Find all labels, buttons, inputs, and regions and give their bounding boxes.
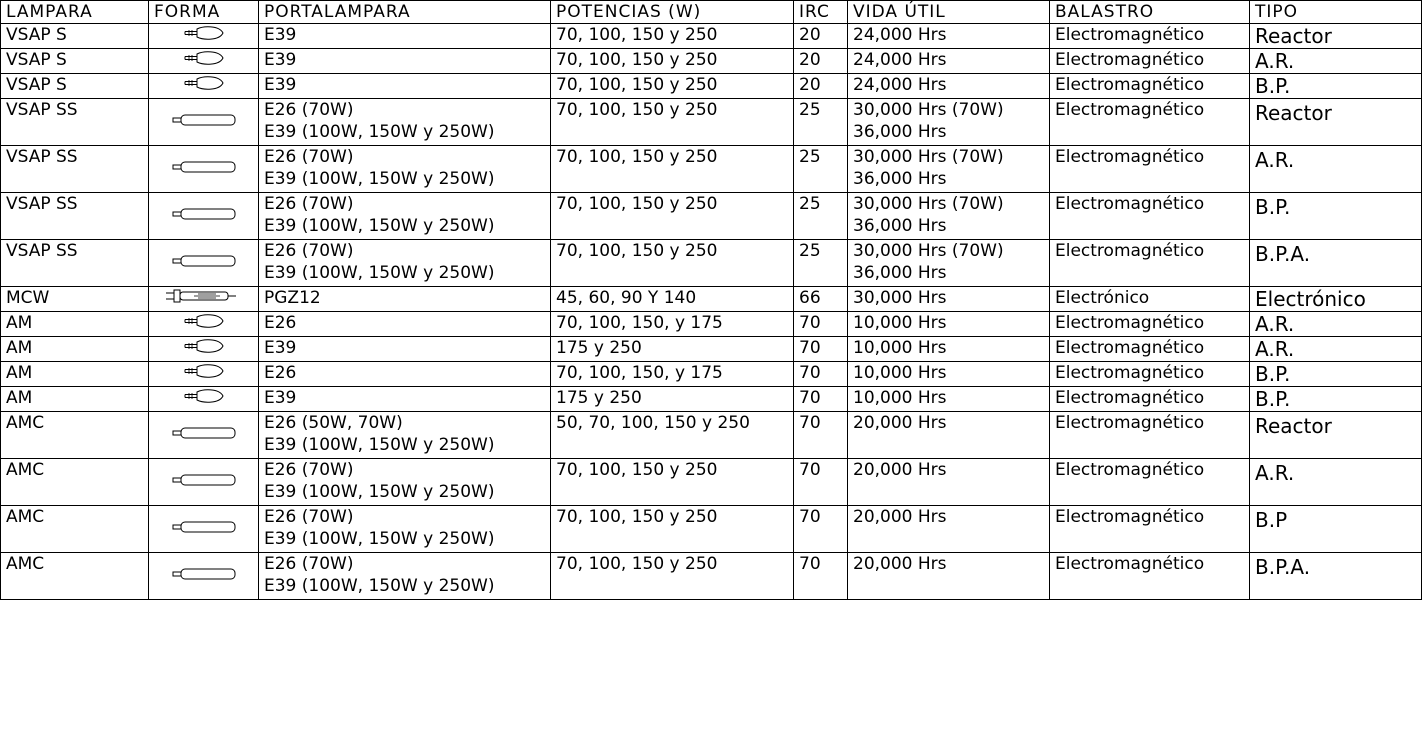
- cell-potencias-text: 70, 100, 150 y 250: [556, 147, 718, 167]
- tubular-lamp-icon: [149, 518, 258, 540]
- cell-irc-text: 25: [799, 241, 821, 261]
- cell-balastro: [1050, 193, 1250, 240]
- ovoid-lamp-icon: [149, 75, 258, 97]
- cell-tipo: [1250, 49, 1422, 74]
- cell-potencias: [551, 506, 794, 553]
- cell-lampara-text: VSAP SS: [6, 194, 78, 214]
- cell-potencias-text: 175 y 250: [556, 338, 642, 358]
- cell-vida-util-line: 30,000 Hrs: [853, 288, 947, 308]
- cell-vida-util: [848, 553, 1050, 600]
- table-row: [1, 146, 1422, 193]
- header-potencias: POTENCIAS (W): [551, 1, 794, 24]
- cell-forma: [149, 412, 259, 459]
- cell-irc-text: 70: [799, 338, 821, 358]
- cell-lampara: [1, 146, 149, 193]
- cell-portalampara: [259, 49, 551, 74]
- cell-tipo: [1250, 553, 1422, 600]
- cell-potencias-text: 50, 70, 100, 150 y 250: [556, 413, 750, 433]
- cell-lampara-text: VSAP SS: [6, 100, 78, 120]
- pin-base-lamp-icon: [149, 287, 258, 311]
- cell-portalampara-line: E26 (70W): [264, 241, 354, 261]
- cell-irc: [794, 74, 848, 99]
- cell-forma: [149, 146, 259, 193]
- cell-portalampara: [259, 362, 551, 387]
- cell-portalampara-line: E39: [264, 50, 297, 70]
- cell-tipo-text: Reactor: [1255, 24, 1332, 48]
- cell-vida-util-line: 10,000 Hrs: [853, 338, 947, 358]
- cell-vida-util: [848, 193, 1050, 240]
- cell-potencias-text: 70, 100, 150 y 250: [556, 241, 718, 261]
- cell-portalampara-line: E26 (70W): [264, 147, 354, 167]
- cell-forma: [149, 553, 259, 600]
- cell-vida-util-line: 36,000 Hrs: [853, 169, 947, 189]
- cell-balastro: [1050, 337, 1250, 362]
- cell-portalampara: [259, 74, 551, 99]
- cell-irc-text: 25: [799, 194, 821, 214]
- cell-vida-util-line: 30,000 Hrs (70W): [853, 194, 1004, 214]
- cell-balastro: [1050, 24, 1250, 49]
- cell-lampara: [1, 99, 149, 146]
- cell-tipo: [1250, 99, 1422, 146]
- cell-irc: [794, 337, 848, 362]
- cell-vida-util-line: 36,000 Hrs: [853, 263, 947, 283]
- cell-vida-util: [848, 24, 1050, 49]
- cell-potencias-text: 70, 100, 150, y 175: [556, 363, 723, 383]
- cell-irc: [794, 99, 848, 146]
- cell-potencias-text: 70, 100, 150 y 250: [556, 100, 718, 120]
- ovoid-lamp-icon: [149, 50, 258, 72]
- cell-tipo: [1250, 362, 1422, 387]
- cell-potencias: [551, 337, 794, 362]
- cell-balastro-text: Electromagnético: [1055, 338, 1205, 358]
- cell-portalampara: [259, 506, 551, 553]
- cell-portalampara: [259, 387, 551, 412]
- table-row: [1, 506, 1422, 553]
- cell-potencias-text: 70, 100, 150 y 250: [556, 194, 718, 214]
- cell-lampara-text: VSAP S: [6, 75, 67, 95]
- cell-balastro-text: Electromagnético: [1055, 554, 1205, 574]
- cell-tipo-text: B.P.A.: [1255, 242, 1311, 266]
- cell-lampara: [1, 312, 149, 337]
- cell-forma: [149, 506, 259, 553]
- cell-vida-util-line: 30,000 Hrs (70W): [853, 241, 1004, 261]
- cell-balastro: [1050, 99, 1250, 146]
- cell-portalampara-line: E26 (70W): [264, 554, 354, 574]
- cell-tipo-text: B.P.: [1255, 362, 1291, 386]
- cell-tipo-text: A.R.: [1255, 312, 1295, 336]
- cell-portalampara-line: E39 (100W, 150W y 250W): [264, 263, 495, 283]
- cell-potencias: [551, 312, 794, 337]
- table-row: [1, 362, 1422, 387]
- cell-tipo-text: B.P: [1255, 508, 1288, 532]
- cell-lampara: [1, 49, 149, 74]
- cell-balastro: [1050, 459, 1250, 506]
- cell-irc: [794, 240, 848, 287]
- header-row: [1, 1, 1422, 24]
- cell-vida-util: [848, 387, 1050, 412]
- cell-vida-util: [848, 49, 1050, 74]
- cell-portalampara-line: E26 (70W): [264, 100, 354, 120]
- cell-balastro: [1050, 287, 1250, 312]
- cell-lampara-text: AMC: [6, 413, 45, 433]
- cell-vida-util: [848, 412, 1050, 459]
- cell-portalampara-line: E39: [264, 338, 297, 358]
- header-portalampara: PORTALAMPARA: [259, 1, 551, 24]
- cell-balastro-text: Electrónico: [1055, 288, 1150, 308]
- cell-portalampara-line: E26 (70W): [264, 194, 354, 214]
- cell-portalampara-line: E39: [264, 388, 297, 408]
- cell-potencias: [551, 459, 794, 506]
- header-forma: FORMA: [149, 1, 259, 24]
- cell-balastro: [1050, 49, 1250, 74]
- cell-vida-util: [848, 146, 1050, 193]
- cell-potencias: [551, 193, 794, 240]
- cell-vida-util-line: 10,000 Hrs: [853, 313, 947, 333]
- cell-portalampara-line: E39 (100W, 150W y 250W): [264, 482, 495, 502]
- cell-irc-text: 20: [799, 25, 821, 45]
- cell-potencias: [551, 287, 794, 312]
- cell-potencias-text: 45, 60, 90 Y 140: [556, 288, 697, 308]
- cell-irc: [794, 287, 848, 312]
- cell-tipo-text: A.R.: [1255, 461, 1295, 485]
- cell-tipo-text: Reactor: [1255, 414, 1332, 438]
- cell-irc: [794, 459, 848, 506]
- cell-lampara: [1, 24, 149, 49]
- ovoid-lamp-icon: [149, 363, 258, 385]
- cell-tipo: [1250, 412, 1422, 459]
- cell-vida-util-line: 24,000 Hrs: [853, 25, 947, 45]
- table-row: [1, 312, 1422, 337]
- cell-portalampara: [259, 312, 551, 337]
- cell-portalampara-line: E39 (100W, 150W y 250W): [264, 529, 495, 549]
- cell-balastro: [1050, 362, 1250, 387]
- cell-irc: [794, 506, 848, 553]
- cell-irc: [794, 312, 848, 337]
- cell-irc-text: 70: [799, 313, 821, 333]
- cell-potencias: [551, 387, 794, 412]
- cell-tipo: [1250, 193, 1422, 240]
- table-row: [1, 387, 1422, 412]
- cell-portalampara-line: E39 (100W, 150W y 250W): [264, 435, 495, 455]
- cell-irc-text: 70: [799, 413, 821, 433]
- tubular-lamp-icon: [149, 565, 258, 587]
- cell-tipo-text: B.P.: [1255, 387, 1291, 411]
- cell-forma: [149, 240, 259, 287]
- tubular-lamp-icon: [149, 471, 258, 493]
- cell-portalampara: [259, 337, 551, 362]
- cell-potencias: [551, 146, 794, 193]
- cell-portalampara-line: E26: [264, 313, 297, 333]
- header-lampara: LAMPARA: [1, 1, 149, 24]
- cell-irc: [794, 412, 848, 459]
- cell-forma: [149, 337, 259, 362]
- cell-balastro-text: Electromagnético: [1055, 507, 1205, 527]
- table-row: [1, 337, 1422, 362]
- cell-irc: [794, 146, 848, 193]
- table-row: [1, 287, 1422, 312]
- cell-irc-text: 70: [799, 460, 821, 480]
- cell-lampara-text: AMC: [6, 554, 45, 574]
- cell-vida-util-line: 20,000 Hrs: [853, 413, 947, 433]
- cell-irc-text: 70: [799, 363, 821, 383]
- header-balastro: BALASTRO: [1050, 1, 1250, 24]
- cell-tipo: [1250, 506, 1422, 553]
- cell-portalampara-line: PGZ12: [264, 288, 321, 308]
- cell-portalampara-line: E26 (50W, 70W): [264, 413, 403, 433]
- cell-lampara: [1, 412, 149, 459]
- cell-balastro: [1050, 240, 1250, 287]
- cell-lampara: [1, 362, 149, 387]
- cell-portalampara: [259, 553, 551, 600]
- cell-portalampara-line: E26 (70W): [264, 460, 354, 480]
- cell-potencias: [551, 74, 794, 99]
- header-irc: IRC: [794, 1, 848, 24]
- cell-balastro: [1050, 387, 1250, 412]
- cell-tipo-text: A.R.: [1255, 337, 1295, 361]
- cell-vida-util-line: 24,000 Hrs: [853, 50, 947, 70]
- cell-potencias-text: 70, 100, 150, y 175: [556, 313, 723, 333]
- cell-balastro-text: Electromagnético: [1055, 313, 1205, 333]
- cell-irc-text: 20: [799, 75, 821, 95]
- cell-forma: [149, 387, 259, 412]
- table-row: [1, 240, 1422, 287]
- cell-irc-text: 25: [799, 147, 821, 167]
- cell-portalampara: [259, 240, 551, 287]
- table-row: [1, 49, 1422, 74]
- cell-balastro: [1050, 146, 1250, 193]
- cell-forma: [149, 287, 259, 312]
- cell-irc-text: 70: [799, 507, 821, 527]
- cell-tipo-text: Reactor: [1255, 101, 1332, 125]
- cell-potencias-text: 70, 100, 150 y 250: [556, 25, 718, 45]
- cell-tipo: [1250, 459, 1422, 506]
- cell-tipo: [1250, 312, 1422, 337]
- cell-forma: [149, 99, 259, 146]
- cell-tipo-text: Electrónico: [1255, 287, 1366, 311]
- cell-irc-text: 66: [799, 288, 821, 308]
- cell-lampara: [1, 553, 149, 600]
- cell-balastro-text: Electromagnético: [1055, 25, 1205, 45]
- cell-balastro: [1050, 553, 1250, 600]
- header-vida-util: VIDA ÚTIL: [848, 1, 1050, 24]
- cell-vida-util: [848, 99, 1050, 146]
- table-row: [1, 553, 1422, 600]
- cell-forma: [149, 193, 259, 240]
- cell-balastro-text: Electromagnético: [1055, 388, 1205, 408]
- cell-irc: [794, 553, 848, 600]
- cell-irc: [794, 49, 848, 74]
- tubular-lamp-icon: [149, 111, 258, 133]
- cell-irc-text: 70: [799, 388, 821, 408]
- cell-tipo-text: A.R.: [1255, 49, 1295, 73]
- tubular-lamp-icon: [149, 252, 258, 274]
- cell-potencias: [551, 240, 794, 287]
- cell-balastro-text: Electromagnético: [1055, 50, 1205, 70]
- cell-vida-util: [848, 459, 1050, 506]
- cell-vida-util: [848, 312, 1050, 337]
- cell-forma: [149, 459, 259, 506]
- cell-portalampara: [259, 412, 551, 459]
- cell-tipo: [1250, 146, 1422, 193]
- cell-balastro-text: Electromagnético: [1055, 100, 1205, 120]
- table-row: [1, 24, 1422, 49]
- cell-balastro-text: Electromagnético: [1055, 75, 1205, 95]
- cell-portalampara: [259, 99, 551, 146]
- table-row: [1, 412, 1422, 459]
- cell-potencias-text: 70, 100, 150 y 250: [556, 507, 718, 527]
- cell-irc: [794, 362, 848, 387]
- cell-vida-util: [848, 74, 1050, 99]
- cell-forma: [149, 362, 259, 387]
- cell-irc-text: 20: [799, 50, 821, 70]
- cell-potencias: [551, 362, 794, 387]
- cell-vida-util-line: 20,000 Hrs: [853, 460, 947, 480]
- cell-balastro-text: Electromagnético: [1055, 194, 1205, 214]
- cell-portalampara: [259, 287, 551, 312]
- cell-vida-util-line: 36,000 Hrs: [853, 122, 947, 142]
- cell-balastro-text: Electromagnético: [1055, 363, 1205, 383]
- cell-balastro-text: Electromagnético: [1055, 241, 1205, 261]
- ovoid-lamp-icon: [149, 388, 258, 410]
- cell-balastro-text: Electromagnético: [1055, 147, 1205, 167]
- ovoid-lamp-icon: [149, 313, 258, 335]
- cell-portalampara-line: E26: [264, 363, 297, 383]
- cell-irc-text: 25: [799, 100, 821, 120]
- cell-lampara: [1, 193, 149, 240]
- cell-tipo-text: B.P.: [1255, 74, 1291, 98]
- cell-balastro: [1050, 412, 1250, 459]
- cell-balastro: [1050, 506, 1250, 553]
- cell-tipo: [1250, 24, 1422, 49]
- table-row: [1, 74, 1422, 99]
- cell-portalampara-line: E39 (100W, 150W y 250W): [264, 122, 495, 142]
- cell-vida-util-line: 30,000 Hrs (70W): [853, 147, 1004, 167]
- cell-portalampara: [259, 146, 551, 193]
- ovoid-lamp-icon: [149, 25, 258, 47]
- table-row: [1, 99, 1422, 146]
- cell-lampara: [1, 506, 149, 553]
- cell-balastro-text: Electromagnético: [1055, 460, 1205, 480]
- cell-tipo-text: A.R.: [1255, 148, 1295, 172]
- cell-tipo: [1250, 240, 1422, 287]
- cell-lampara-text: VSAP SS: [6, 147, 78, 167]
- cell-potencias: [551, 49, 794, 74]
- cell-lampara: [1, 74, 149, 99]
- cell-vida-util-line: 24,000 Hrs: [853, 75, 947, 95]
- cell-tipo: [1250, 337, 1422, 362]
- ovoid-lamp-icon: [149, 338, 258, 360]
- cell-tipo-text: B.P.A.: [1255, 555, 1311, 579]
- cell-forma: [149, 49, 259, 74]
- cell-potencias: [551, 412, 794, 459]
- cell-vida-util: [848, 506, 1050, 553]
- table-row: [1, 459, 1422, 506]
- tubular-lamp-icon: [149, 424, 258, 446]
- header-tipo: TIPO: [1250, 1, 1422, 24]
- cell-lampara-text: AMC: [6, 507, 45, 527]
- cell-tipo: [1250, 387, 1422, 412]
- cell-vida-util-line: 36,000 Hrs: [853, 216, 947, 236]
- cell-portalampara-line: E39: [264, 75, 297, 95]
- cell-tipo-text: B.P.: [1255, 195, 1291, 219]
- cell-balastro-text: Electromagnético: [1055, 413, 1205, 433]
- tubular-lamp-icon: [149, 158, 258, 180]
- cell-portalampara-line: E39 (100W, 150W y 250W): [264, 216, 495, 236]
- cell-lampara-text: AM: [6, 338, 33, 358]
- cell-irc-text: 70: [799, 554, 821, 574]
- cell-lampara-text: AM: [6, 313, 33, 333]
- cell-forma: [149, 312, 259, 337]
- cell-irc: [794, 193, 848, 240]
- cell-lampara-text: VSAP S: [6, 25, 67, 45]
- cell-lampara: [1, 459, 149, 506]
- cell-lampara-text: MCW: [6, 288, 50, 308]
- cell-portalampara: [259, 459, 551, 506]
- cell-portalampara-line: E39 (100W, 150W y 250W): [264, 576, 495, 596]
- cell-lampara: [1, 287, 149, 312]
- cell-lampara: [1, 240, 149, 287]
- tubular-lamp-icon: [149, 205, 258, 227]
- cell-potencias: [551, 553, 794, 600]
- cell-lampara-text: AMC: [6, 460, 45, 480]
- cell-potencias-text: 70, 100, 150 y 250: [556, 554, 718, 574]
- cell-forma: [149, 74, 259, 99]
- cell-potencias-text: 175 y 250: [556, 388, 642, 408]
- cell-vida-util: [848, 362, 1050, 387]
- cell-vida-util-line: 20,000 Hrs: [853, 507, 947, 527]
- cell-vida-util-line: 10,000 Hrs: [853, 363, 947, 383]
- cell-vida-util: [848, 240, 1050, 287]
- cell-irc: [794, 24, 848, 49]
- cell-portalampara: [259, 24, 551, 49]
- cell-lampara-text: AM: [6, 388, 33, 408]
- cell-tipo: [1250, 74, 1422, 99]
- cell-balastro: [1050, 74, 1250, 99]
- cell-portalampara: [259, 193, 551, 240]
- table-row: [1, 193, 1422, 240]
- cell-potencias-text: 70, 100, 150 y 250: [556, 460, 718, 480]
- cell-lampara-text: VSAP S: [6, 50, 67, 70]
- cell-portalampara-line: E26 (70W): [264, 507, 354, 527]
- cell-lampara: [1, 337, 149, 362]
- cell-tipo: [1250, 287, 1422, 312]
- cell-lampara-text: VSAP SS: [6, 241, 78, 261]
- cell-vida-util: [848, 337, 1050, 362]
- cell-lampara: [1, 387, 149, 412]
- cell-vida-util-line: 30,000 Hrs (70W): [853, 100, 1004, 120]
- cell-potencias: [551, 24, 794, 49]
- cell-vida-util-line: 20,000 Hrs: [853, 554, 947, 574]
- cell-portalampara-line: E39 (100W, 150W y 250W): [264, 169, 495, 189]
- cell-potencias: [551, 99, 794, 146]
- cell-vida-util: [848, 287, 1050, 312]
- cell-irc: [794, 387, 848, 412]
- cell-lampara-text: AM: [6, 363, 33, 383]
- cell-forma: [149, 24, 259, 49]
- cell-portalampara-line: E39: [264, 25, 297, 45]
- cell-potencias-text: 70, 100, 150 y 250: [556, 75, 718, 95]
- cell-vida-util-line: 10,000 Hrs: [853, 388, 947, 408]
- cell-potencias-text: 70, 100, 150 y 250: [556, 50, 718, 70]
- cell-balastro: [1050, 312, 1250, 337]
